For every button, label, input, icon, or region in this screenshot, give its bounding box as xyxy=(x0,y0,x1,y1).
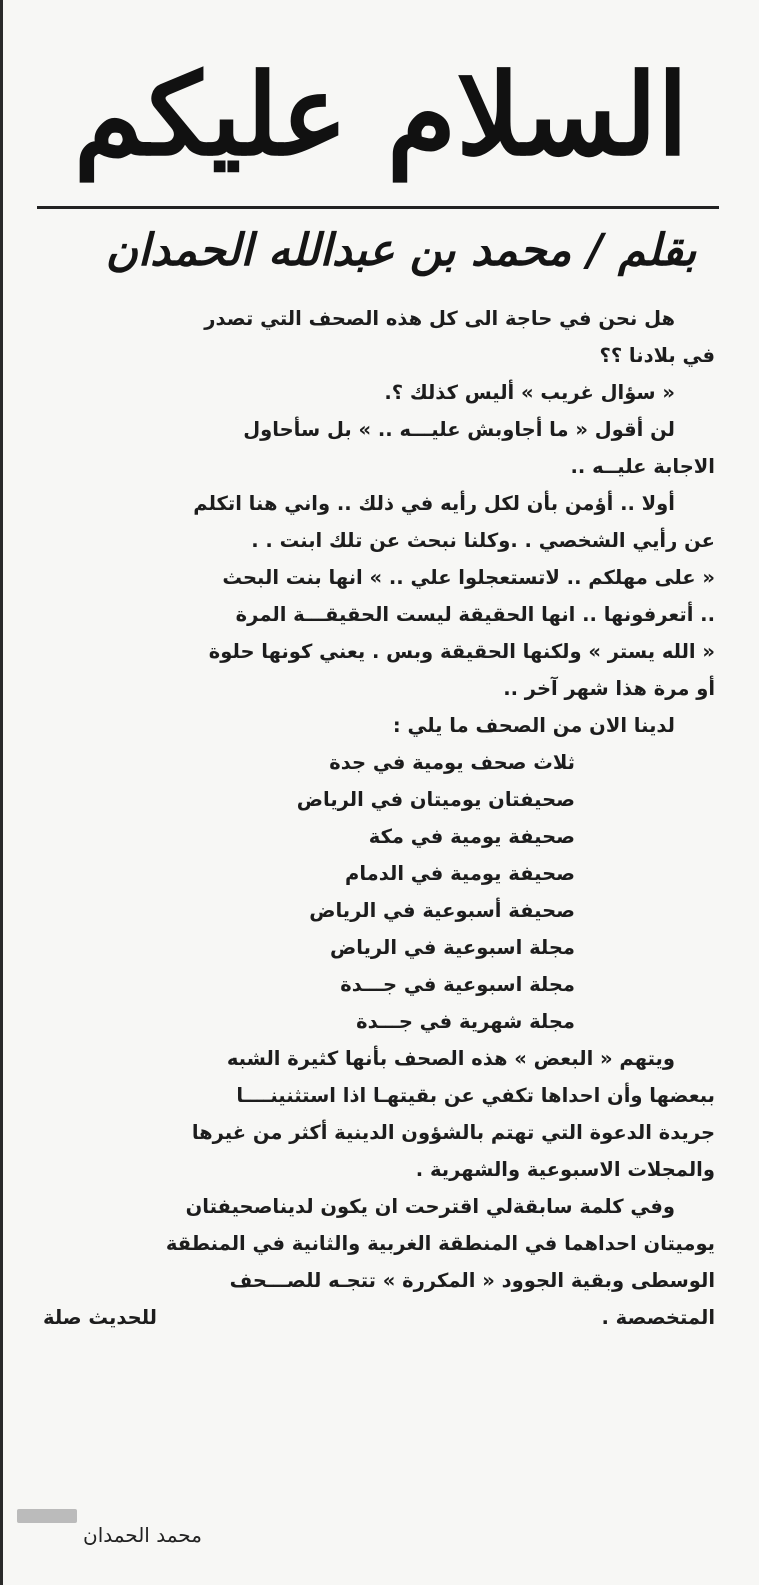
list-item: مجلة شهرية في جـــدة xyxy=(356,1010,575,1033)
list-item: صحيفة يومية في الدمام xyxy=(345,862,575,885)
paragraph-line: والمجلات الاسبوعية والشهرية . xyxy=(415,1158,715,1181)
list-item: صحيفة يومية في مكة xyxy=(368,825,575,848)
title-divider xyxy=(37,206,719,209)
handwritten-signature: محمد الحمدان xyxy=(83,1523,202,1547)
paragraph-line: هل نحن في حاجة الى كل هذه الصحف التي تصدر xyxy=(204,307,675,330)
masthead xyxy=(33,28,729,203)
paragraph-line: .. أتعرفونها .. انها الحقيقة ليست الحقيقـــة المرة xyxy=(235,603,715,626)
article-body xyxy=(43,300,715,1336)
column-title: السلام عليكم xyxy=(73,49,689,181)
paragraph-line: « سؤال غريب » أليس كذلك ؟. xyxy=(384,381,675,404)
paragraph-line: عن رأيي الشخصي . .وكلنا نبحث عن تلك ابنت . . xyxy=(251,529,715,552)
paragraph-line: لدينا الان من الصحف ما يلي : xyxy=(392,714,675,737)
list-item: مجلة اسبوعية في جـــدة xyxy=(340,973,575,996)
paragraph-line: وفي كلمة سابقةلي اقترحت ان يكون لديناصحيفتان xyxy=(185,1195,675,1218)
paragraph-line: في بلادنا ؟؟ xyxy=(599,344,715,367)
paragraph-line: المتخصصة . xyxy=(601,1306,715,1329)
paragraph-line: « الله يستر » ولكنها الحقيقة وبس . يعني كونها حلوة xyxy=(208,640,715,663)
to-be-continued: للحديث صلة xyxy=(43,1306,157,1329)
print-smudge xyxy=(17,1509,77,1523)
paragraph-line: الوسطى وبقية الجوود « المكررة » تتجـه للصـــحف xyxy=(229,1269,715,1292)
paragraph-line: أو مرة هذا شهر آخر .. xyxy=(503,677,715,700)
paragraph-line: يوميتان احداهما في المنطقة الغربية والثانية في المنطقة xyxy=(165,1232,715,1255)
list-item: صحيفتان يوميتان في الرياض xyxy=(296,788,575,811)
paragraph-line: أولا .. أؤمن بأن لكل رأيه في ذلك .. واني هنا اتكلم xyxy=(193,492,675,515)
closing-line xyxy=(43,1299,715,1336)
paragraph-line: الاجابة عليــه .. xyxy=(570,455,715,478)
list-item: صحيفة أسبوعية في الرياض xyxy=(309,899,575,922)
paragraph-line: ببعضها وأن احداها تكفي عن بقيتهـا اذا استثنينــــا xyxy=(236,1084,715,1107)
newspaper-list xyxy=(43,744,715,1040)
paragraph-line: جريدة الدعوة التي تهتم بالشؤون الدينية أكثر من غيرها xyxy=(191,1121,715,1144)
paragraph-line: ويتهم « البعض » هذه الصحف بأنها كثيرة الشبه xyxy=(226,1047,675,1070)
list-item: ثلاث صحف يومية في جدة xyxy=(329,751,575,774)
byline: بقلم / محمد بن عبدالله الحمدان xyxy=(105,225,697,276)
paragraph-line: « على مهلكم .. لاتستعجلوا علي .. » انها بنت البحث xyxy=(222,566,715,589)
paragraph-line: لن أقول « ما أجاوبش عليـــه .. » بل سأحاول xyxy=(243,418,675,441)
list-item: مجلة اسبوعية في الرياض xyxy=(330,936,575,959)
